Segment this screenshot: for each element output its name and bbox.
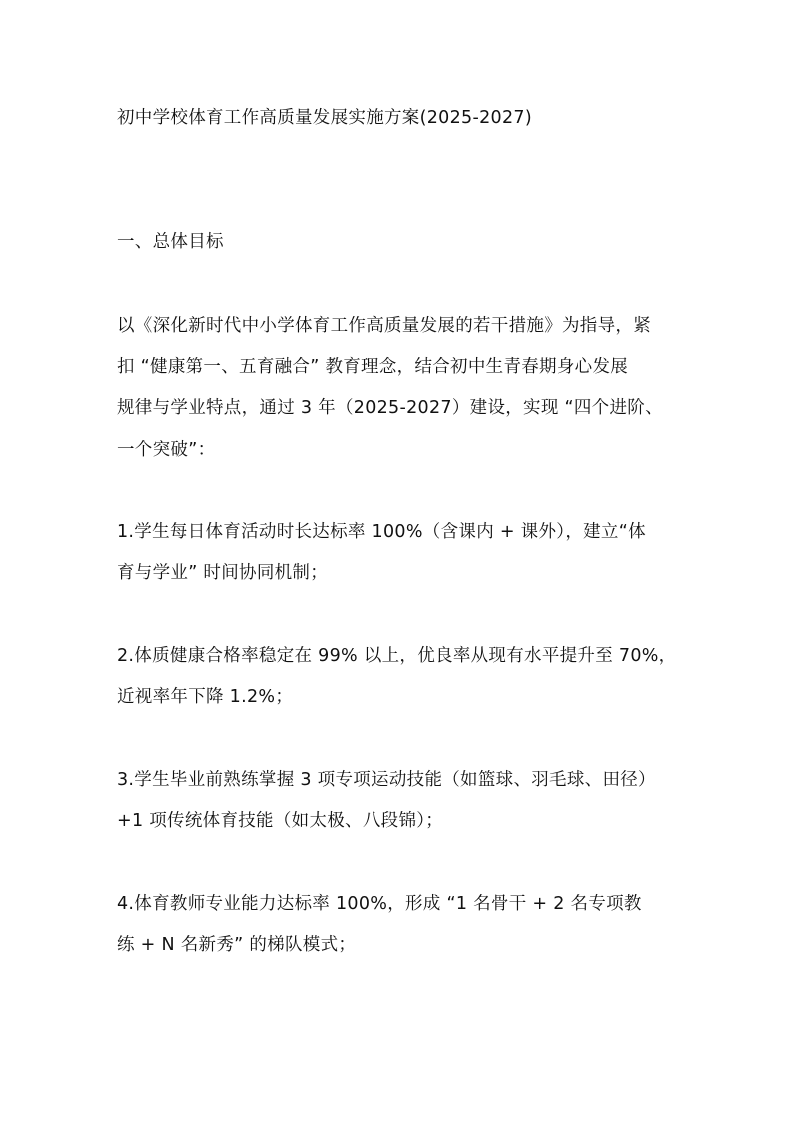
paragraph-line: 规律与学业特点，通过 3 年（2025-2027）建设，实现 “四个进阶、 (117, 398, 663, 418)
paragraph-line: 扣 “健康第一、五育融合” 教育理念，结合初中生青春期身心发展 (117, 357, 629, 377)
list-item-line: 近视率年下降 1.2%； (117, 687, 294, 707)
list-item-line: 练 + N 名新秀” 的梯队模式； (117, 935, 357, 955)
list-item-line: 2.体质健康合格率稳定在 99% 以上，优良率从现有水平提升至 70%， (117, 646, 677, 666)
list-item-line: 育与学业” 时间协同机制； (117, 563, 329, 583)
list-item-line: 1.学生每日体育活动时长达标率 100%（含课内 + 课外），建立“体 (117, 522, 646, 542)
list-item-line: +1 项传统体育技能（如太极、八段锦）； (117, 811, 444, 831)
paragraph-line: 一个突破”： (117, 440, 216, 460)
document-title: 初中学校体育工作高质量发展实施方案(2025-2027) (117, 108, 532, 128)
section-heading: 一、总体目标 (117, 232, 224, 252)
list-item-line: 4.体育教师专业能力达标率 100%，形成 “1 名骨干 + 2 名专项教 (117, 894, 642, 914)
list-item-line: 3.学生毕业前熟练掌握 3 项专项运动技能（如篮球、羽毛球、田径） (117, 770, 656, 790)
paragraph-line: 以《深化新时代中小学体育工作高质量发展的若干措施》为指导，紧 (117, 316, 651, 336)
